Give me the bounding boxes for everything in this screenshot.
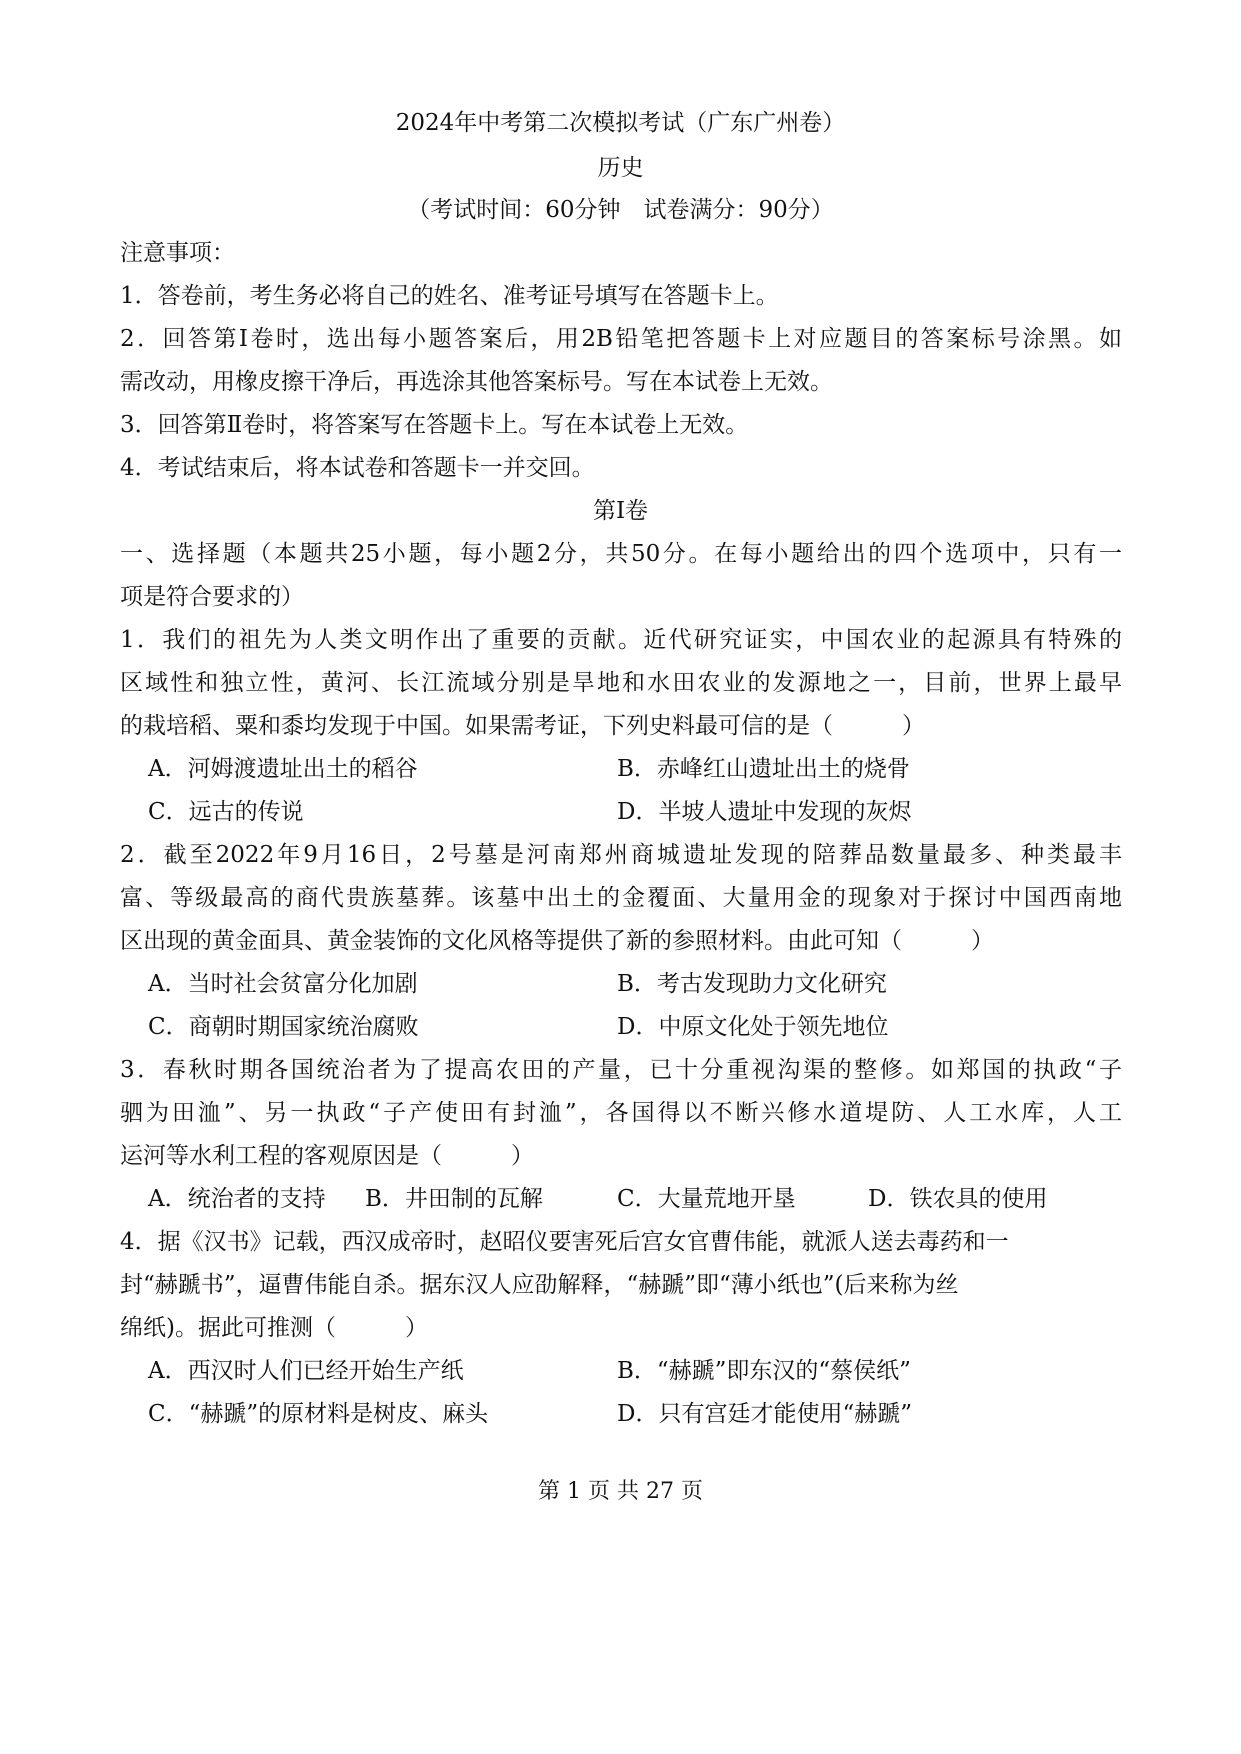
question-3-line: 3．春秋时期各国统治者为了提高农田的产量，已十分重视沟渠的整修。如郑国的执政“子 <box>120 1057 1122 1083</box>
question-1-line: 的栽培稻、粟和黍均发现于中国。如果需考证，下列史料最可信的是（ ） <box>120 713 925 739</box>
question-1-option-a: A．河姆渡遗址出土的稻谷 <box>148 756 418 782</box>
question-3-option-c: C．大量荒地开垦 <box>617 1186 796 1212</box>
note-item: 4．考试结束后，将本试卷和答题卡一并交回。 <box>120 455 595 481</box>
question-4-option-a: A．西汉时人们已经开始生产纸 <box>148 1358 464 1384</box>
note-item: 2．回答第Ⅰ卷时，选出每小题答案后，用2B铅笔把答题卡上对应题目的答案标号涂黑。如 <box>120 326 1122 352</box>
question-4-line: 绵纸)。据此可推测（ ） <box>120 1315 428 1341</box>
question-1-option-d: D．半坡人遗址中发现的灰烬 <box>617 799 912 825</box>
note-item: 1．答卷前，考生务必将自己的姓名、准考证号填写在答题卡上。 <box>120 283 779 309</box>
section-heading-cont: 项是符合要求的） <box>120 584 304 610</box>
subject-title: 历史 <box>597 155 644 181</box>
question-4-option-d: D．只有宫廷才能使用“赫蹏” <box>617 1401 912 1427</box>
question-4-option-c: C．“赫蹏”的原材料是树皮、麻头 <box>148 1401 489 1427</box>
page-footer: 第 1 页 共 27 页 <box>538 1479 703 1504</box>
question-2-option-d: D．中原文化处于领先地位 <box>617 1014 889 1040</box>
question-2-line: 区出现的黄金面具、黄金装饰的文化风格等提供了新的参照材料。由此可知（ ） <box>120 928 994 954</box>
question-3-option-a: A．统治者的支持 <box>148 1186 326 1212</box>
section-heading: 一、选择题（本题共25小题，每小题2分，共50分。在每小题给出的四个选项中，只有一 <box>120 541 1122 567</box>
question-4-line: 封“赫蹏书”，逼曹伟能自杀。据东汉人应劭解释，“赫蹏”即“薄小纸也”(后来称为丝 <box>120 1272 959 1298</box>
note-item: 需改动，用橡皮擦干净后，再选涂其他答案标号。写在本试卷上无效。 <box>120 369 833 395</box>
question-3-line: 驷为田洫”、另一执政“子产使田有封洫”，各国得以不断兴修水道堤防、人工水库，人工 <box>120 1100 1122 1126</box>
question-3-option-b: B．井田制的瓦解 <box>365 1186 543 1212</box>
question-2-line: 2．截至2022年9月16日，2号墓是河南郑州商城遗址发现的陪葬品数量最多、种类最丰 <box>120 842 1122 868</box>
question-4-option-b: B．“赫蹏”即东汉的“蔡侯纸” <box>617 1358 911 1384</box>
question-1-option-b: B．赤峰红山遗址出土的烧骨 <box>617 756 910 782</box>
question-1-line: 1．我们的祖先为人类文明作出了重要的贡献。近代研究证实，中国农业的起源具有特殊的 <box>120 627 1122 653</box>
question-1-option-c: C．远古的传说 <box>148 799 304 825</box>
question-4-line: 4．据《汉书》记载，西汉成帝时，赵昭仪要害死后宫女官曹伟能，就派人送去毒药和一 <box>120 1229 1009 1255</box>
note-item: 3．回答第Ⅱ卷时，将答案写在答题卡上。写在本试卷上无效。 <box>120 412 749 438</box>
question-1-line: 区域性和独立性，黄河、长江流域分别是旱地和水田农业的发源地之一，目前，世界上最早 <box>120 670 1122 696</box>
question-2-option-b: B．考古发现助力文化研究 <box>617 971 887 997</box>
question-3-line: 运河等水利工程的客观原因是（ ） <box>120 1143 534 1169</box>
question-2-option-c: C．商朝时期国家统治腐败 <box>148 1014 419 1040</box>
question-3-option-d: D．铁农具的使用 <box>868 1186 1048 1212</box>
volume-title: 第Ⅰ卷 <box>592 498 649 524</box>
question-2-option-a: A．当时社会贫富分化加剧 <box>148 971 418 997</box>
exam-info: （考试时间：60分钟 试卷满分：90分） <box>407 197 834 223</box>
question-2-line: 富、等级最高的商代贵族墓葬。该墓中出土的金覆面、大量用金的现象对于探讨中国西南地 <box>120 885 1122 911</box>
notes-heading: 注意事项： <box>120 240 235 266</box>
exam-title: 2024年中考第二次模拟考试（广东广州卷） <box>395 110 846 136</box>
